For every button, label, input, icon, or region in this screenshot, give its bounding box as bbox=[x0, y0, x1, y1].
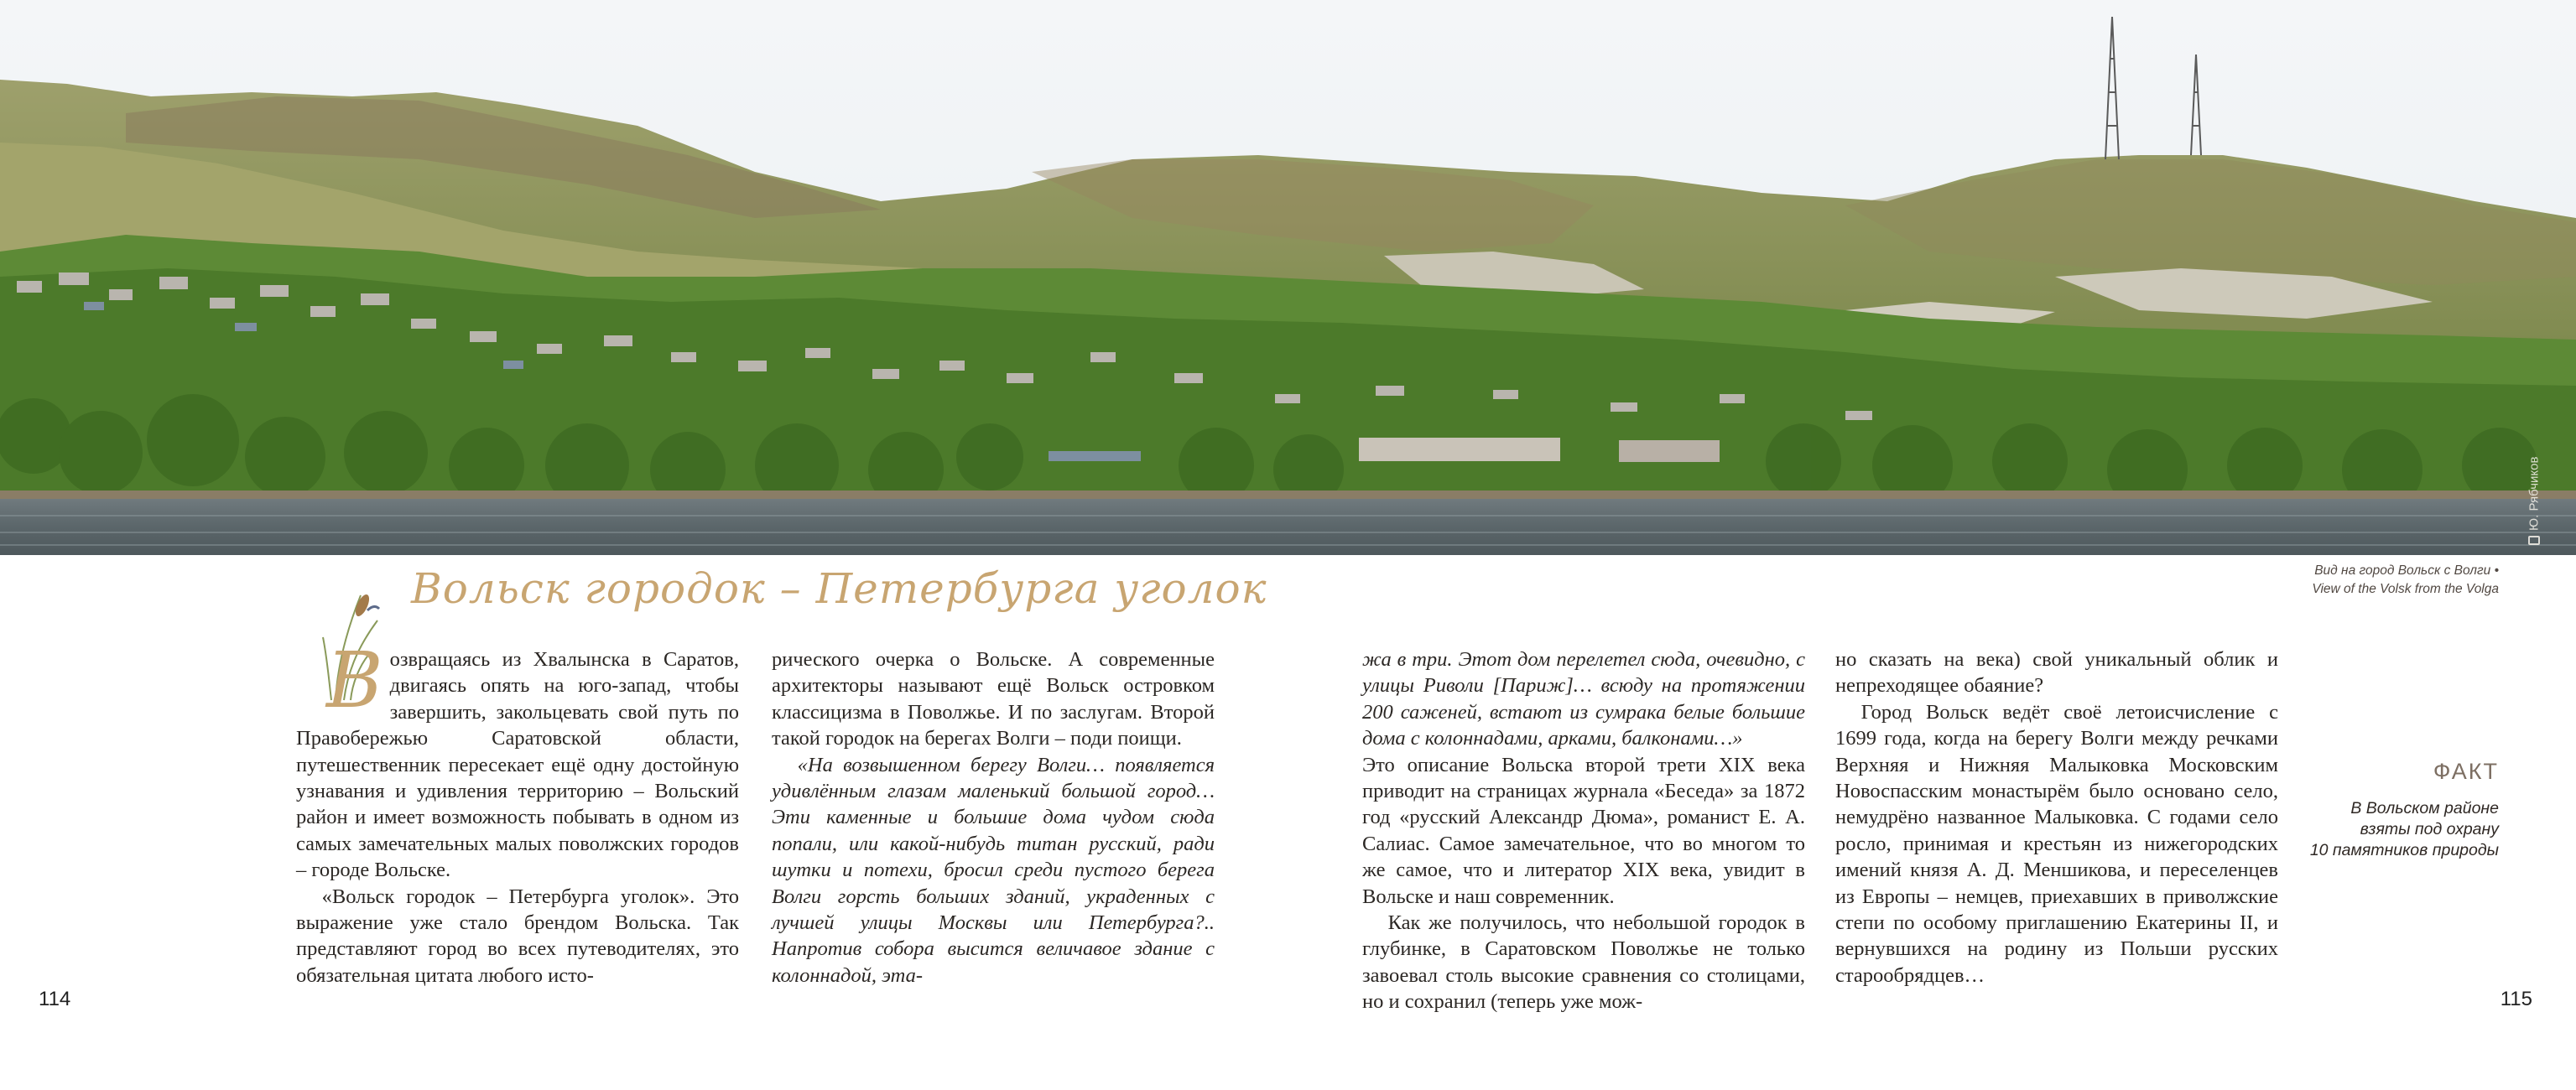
photo-credit bbox=[2524, 453, 2544, 545]
text-column-2 bbox=[772, 646, 1215, 990]
drop-cap: В bbox=[326, 636, 383, 725]
paragraph: озвращаясь из Хвалынска в Саратов, двигаясь опять на юго-запад, чтобы завершить, закольцевать свой путь по Правобережью Саратовской области, путешественник пересекает ещё одну достойную узнавания и удивления территорию – Вольский район и имеет возможность побывать в одном из самых замечательных малых поволжских городов – городе Вольске. bbox=[296, 648, 739, 882]
text-column-1 bbox=[296, 636, 739, 990]
fact-heading: ФАКТ bbox=[2433, 759, 2499, 784]
article-title: Вольск городок – Петербурга уголок bbox=[411, 564, 1267, 613]
fact-line: В Вольском районе bbox=[2350, 799, 2499, 818]
fact-line: взяты под охрану bbox=[2360, 820, 2499, 838]
quote-paragraph: «На возвышенном берегу Волги… появляется удивлённым глазам маленький большой город… Эти каменные и большие дома чудом сюда попали, или какой-нибудь титан русский, ради шутки и потехи, бросил среди пустого берега Волги горсть больших зданий, украденных с лучшей улицы Москвы или Петербурга?.. Напротив собора высится величавое здание с колоннадой, эта- bbox=[772, 753, 1215, 987]
paragraph: Как же получилось, что небольшой городок в глубинке, в Саратовском Поволжье не только завоевал столь высокие сравнения со столицами, но и сохранил (теперь уже мож- bbox=[1362, 911, 1805, 1014]
text-column-4 bbox=[1835, 646, 2278, 990]
photo-credit-text: Ю. Рябчиков bbox=[2527, 456, 2542, 531]
paragraph: но сказать на века) свой уникальный облик и непреходящее обаяние? bbox=[1835, 648, 2278, 698]
caption-line-ru: Вид на город Вольск с Волги • bbox=[2314, 563, 2499, 578]
page-number-right: 115 bbox=[2500, 988, 2532, 1010]
paragraph: «Вольск городок – Петербурга уголок». Это выражение уже стало брендом Вольска. Так представляют город во всех путеводителях, это обязательная цитата любого исто- bbox=[296, 885, 739, 987]
fact-line: 10 памятников природы bbox=[2309, 841, 2499, 859]
fact-text bbox=[2256, 798, 2499, 861]
quote-paragraph: жа в три. Этот дом перелетел сюда, очевидно, с улицы Риволи [Париж]… всюду на протяжении 200 саженей, встают из сумрака белые большие дома с колоннадами, арками, балконами…» bbox=[1362, 648, 1805, 750]
page-number-left: 114 bbox=[39, 988, 71, 1010]
paragraph: Это описание Вольска второй трети XIX века приводит на страницах журнала «Беседа» за 1872 год «русский Александр Дюма», романист Е. А. Салиас. Самое замечательное, что во многом то же самое, что и литератор XIX века, увидит в Вольске и наш современник. bbox=[1362, 753, 1805, 908]
paragraph: Город Вольск ведёт своё летоисчисление с 1699 года, когда на берегу Волги между речками Верхняя и Нижняя Малыковка Московским Новоспасским монастырём было основано село, немудрёно названное Малыковка. С годами село росло, принимая и крестьян из нижегородских имений князя А. Д. Меншикова, и переселенцев из Европы – немцев, приехавших в приволжские степи по особому приглашению Екатерины II, и вернувшихся на родину из Польши русских старообрядцев… bbox=[1835, 700, 2278, 987]
text-column-3 bbox=[1362, 646, 1805, 1014]
caption-line-en: View of the Volsk from the Volga bbox=[2312, 582, 2499, 596]
paragraph: рического очерка о Вольске. А современные архитекторы называют ещё Вольск островком классицизма в Поволжье. И по заслугам. Второй такой городок на берегах Волги – поди поищи. bbox=[772, 648, 1215, 750]
camera-icon bbox=[2528, 536, 2540, 545]
photo-caption bbox=[2312, 562, 2499, 599]
